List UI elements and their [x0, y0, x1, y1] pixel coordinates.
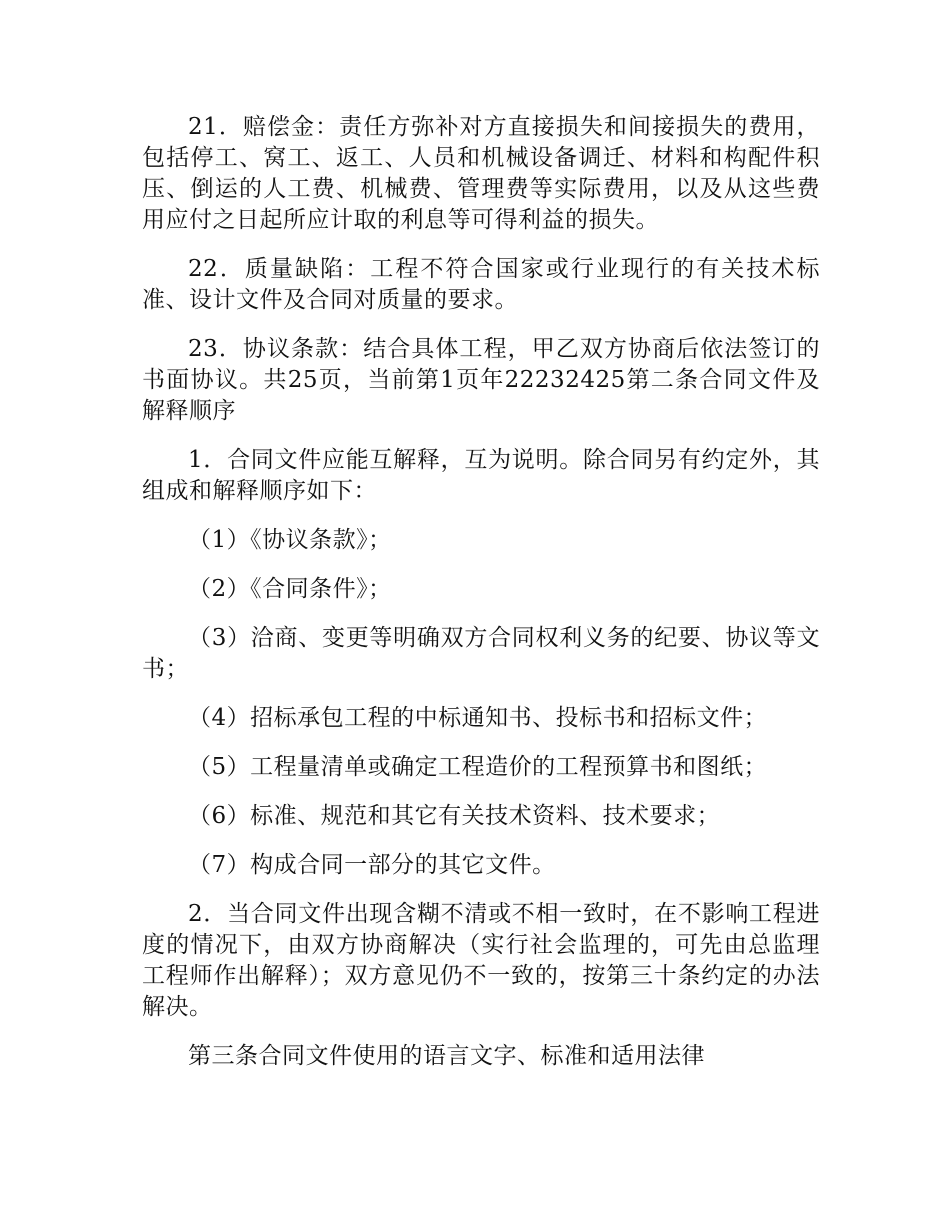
list-item-1: （1）《协议条款》； — [188, 527, 392, 553]
list-item-7: （7）构成合同一部分的其它文件。 — [188, 852, 556, 878]
list-item-2: （2）《合同条件》； — [188, 576, 392, 602]
list-item-5: （5）工程量清单或确定工程造价的工程预算书和图纸； — [188, 754, 768, 780]
list-item-4: （4）招标承包工程的中标通知书、投标书和招标文件； — [188, 705, 768, 731]
paragraph-agreement-terms: 23．协议条款：结合具体工程，甲乙双方协商后依法签订的书面协议。共25页，当前第1页年22232425第二条合同文件及解释顺序 — [142, 336, 820, 424]
list-item-6: （6）标准、规范和其它有关技术资料、技术要求； — [188, 803, 721, 829]
paragraph-ambiguity-resolution: 2．当合同文件出现含糊不清或不相一致时，在不影响工程进度的情况下，由双方协商解决（实行社会监理的，可先由总监理工程师作出解释）；双方意见仍不一致的，按第三十条约定的办法解决。 — [142, 901, 820, 1020]
list-item-3: （3）洽商、变更等明确双方合同权利义务的纪要、协议等文书； — [142, 625, 820, 682]
section-heading-article-3: 第三条合同文件使用的语言文字、标准和适用法律 — [188, 1043, 705, 1069]
paragraph-compensation: 21．赔偿金：责任方弥补对方直接损失和间接损失的费用，包括停工、窝工、返工、人员和机械设备调迁、材料和构配件积压、倒运的人工费、机械费、管理费等实际费用，以及从这些费用应付之日起所应计取的利息等可得利益的损失。 — [142, 114, 820, 233]
paragraph-quality-defect: 22．质量缺陷：工程不符合国家或行业现行的有关技术标准、设计文件及合同对质量的要求。 — [142, 256, 820, 313]
paragraph-contract-interpretation: 1．合同文件应能互解释，互为说明。除合同另有约定外，其组成和解释顺序如下： — [142, 447, 820, 504]
